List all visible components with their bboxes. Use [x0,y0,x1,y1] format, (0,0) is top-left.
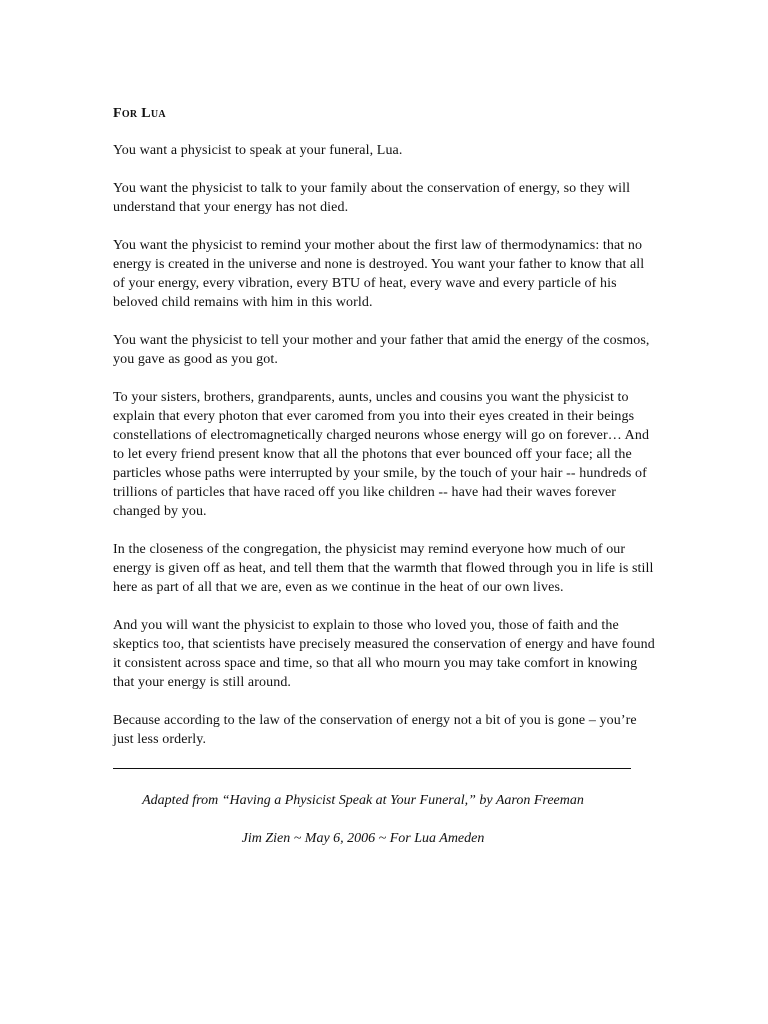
adapted-credit: Adapted from “Having a Physicist Speak at Your Funeral,” by Aaron Freeman [142,793,584,808]
paragraph: To your sisters, brothers, grandparents, aunts, uncles and cousins you want the physicist to explain that every photon that ever caromed from you into their eyes created in their beings constellations of electromagnetically charged neurons whose energy will go on forever… And to let every friend present know that all the photons that ever bounced off your face; all the particles whose paths were interrupted by your smile, by the touch of your hair -- hundreds of trillions of particles that have raced off you like children -- have had their waves forever changed by you. [113,390,650,519]
author-credit: Jim Zien ~ May 6, 2006 ~ For Lua Ameden [241,831,485,846]
paragraph: You want the physicist to tell your mother and your father that amid the energy of the cosmos, you gave as good as you got. [113,333,650,367]
paragraph: You want a physicist to speak at your funeral, Lua. [113,143,403,158]
divider-rule [113,768,631,769]
paragraph: Because according to the law of the conservation of energy not a bit of you is gone – you’re just less orderly. [113,713,637,747]
paragraph: You want the physicist to remind your mother about the first law of thermodynamics: that no energy is created in the universe and none is destroyed. You want your father to know that all of your energy, every vibration, every BTU of heat, every wave and every particle of his beloved child remains with him in this world. [113,238,645,310]
document-title: For Lua [113,106,166,121]
document-body [113,104,658,867]
paragraph: In the closeness of the congregation, the physicist may remind everyone how much of our energy is given off as heat, and tell them that the warmth that flowed through you in life is still here as part of all that we are, even as we continue in the heat of our own lives. [113,542,654,595]
paragraph: And you will want the physicist to explain to those who loved you, those of faith and the skeptics too, that scientists have precisely measured the conservation of energy and have found it consistent across space and time, so that all who mourn you may take comfort in knowing that your energy is still around. [113,618,655,690]
paragraph: You want the physicist to talk to your family about the conservation of energy, so they will understand that your energy has not died. [113,181,631,215]
